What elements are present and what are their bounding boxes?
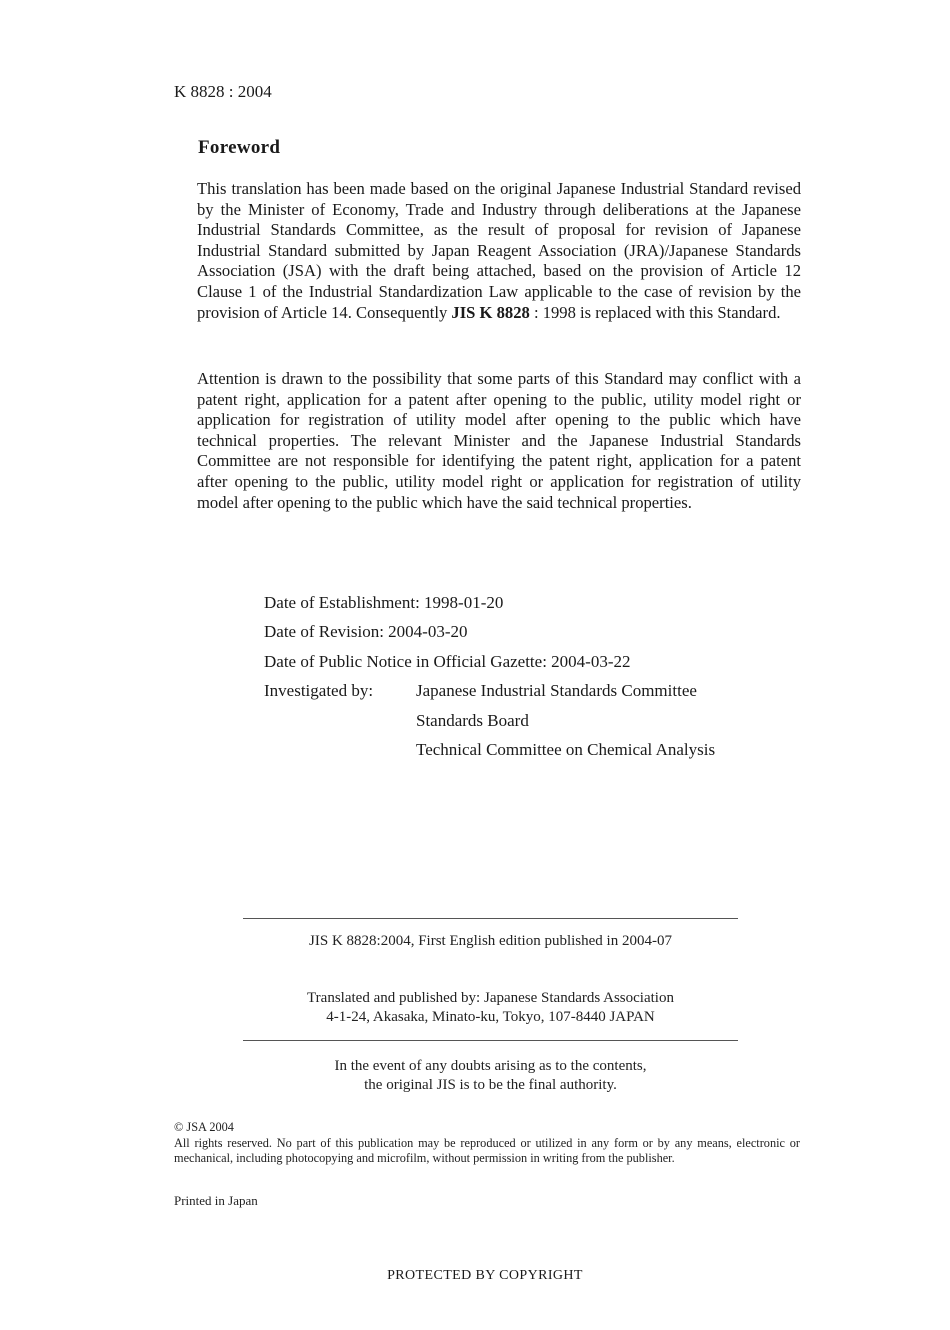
copyright-notice: All rights reserved. No part of this publication may be reproduced or utilized in any form or by any means, electronic or mechanical, including photocopying and microfilm, without permission in writing from the publisher. (174, 1135, 800, 1165)
printed-in: Printed in Japan (174, 1193, 258, 1208)
publisher-address: 4-1-24, Akasaka, Minato-ku, Tokyo, 107-8440 JAPAN (326, 1009, 655, 1025)
investigated-item: Technical Committee on Chemical Analysis (416, 739, 716, 759)
foreword-title: Foreword (198, 137, 281, 158)
foreword-paragraph-1-end: : 1998 is replaced with this Standard. (533, 302, 781, 322)
document-code: K 8828 : 2004 (174, 82, 272, 101)
investigated-item: Standards Board (416, 710, 529, 730)
foreword-paragraph-1 (197, 179, 801, 323)
investigated-list (416, 680, 715, 768)
copyright-line: © JSA 2004 (174, 1120, 234, 1134)
divider-bottom (243, 1040, 738, 1041)
date-public-notice: Date of Public Notice in Official Gazette: 2004-03-22 (264, 651, 631, 671)
divider-top (243, 918, 738, 919)
date-establishment: Date of Establishment: 1998-01-20 (264, 593, 504, 612)
dates-block (264, 592, 715, 768)
footer-protected: PROTECTED BY COPYRIGHT (387, 1268, 583, 1283)
date-revision: Date of Revision: 2004-03-20 (264, 622, 468, 642)
foreword-paragraph-2: Attention is drawn to the possibility that some parts of this Standard may conflict with a patent right, application for a patent after opening to the public, utility model right or application for registration of utility model after opening to the public which have technical properties. The relevant Minister and the Japanese Industrial Standards Committee are not responsible for identifying the patent right, application for a patent after opening to the public, utility model right or application for registration of utility model after opening to the public which have the said technical properties. (197, 369, 801, 512)
authority-notice (243, 1057, 738, 1095)
edition-line: JIS K 8828:2004, First English edition published in 2004-07 (309, 933, 672, 949)
copyright-block (174, 1120, 800, 1167)
investigated-label: Investigated by: (264, 681, 374, 701)
foreword-paragraph-1-text: This translation has been made based on the original Japanese Industrial Standard revised by the Minister of Economy, Trade and Industry through deliberations at the Japanese Industrial Standards Committee, as the result of proposal for revision of Japanese Industrial Standard submitted by Japan Reagent Association (JRA)/Japanese Standards Association (JSA) with the draft being attached, based on the provision of Article 12 Clause 1 of the Industrial Standardization Law applicable to the case of revision by the provision of Article 14. Consequently (197, 179, 801, 322)
publisher-block (243, 989, 738, 1027)
publisher-line-1: Translated and published by: Japanese Standards Association (307, 990, 674, 1006)
authority-line-2: the original JIS is to be the final authority. (364, 1077, 617, 1093)
standard-reference: JIS K 8828 (451, 302, 530, 322)
investigated-item: Japanese Industrial Standards Committee (416, 681, 697, 701)
authority-line-1: In the event of any doubts arising as to the contents, (334, 1058, 647, 1074)
investigated-row (264, 680, 715, 768)
